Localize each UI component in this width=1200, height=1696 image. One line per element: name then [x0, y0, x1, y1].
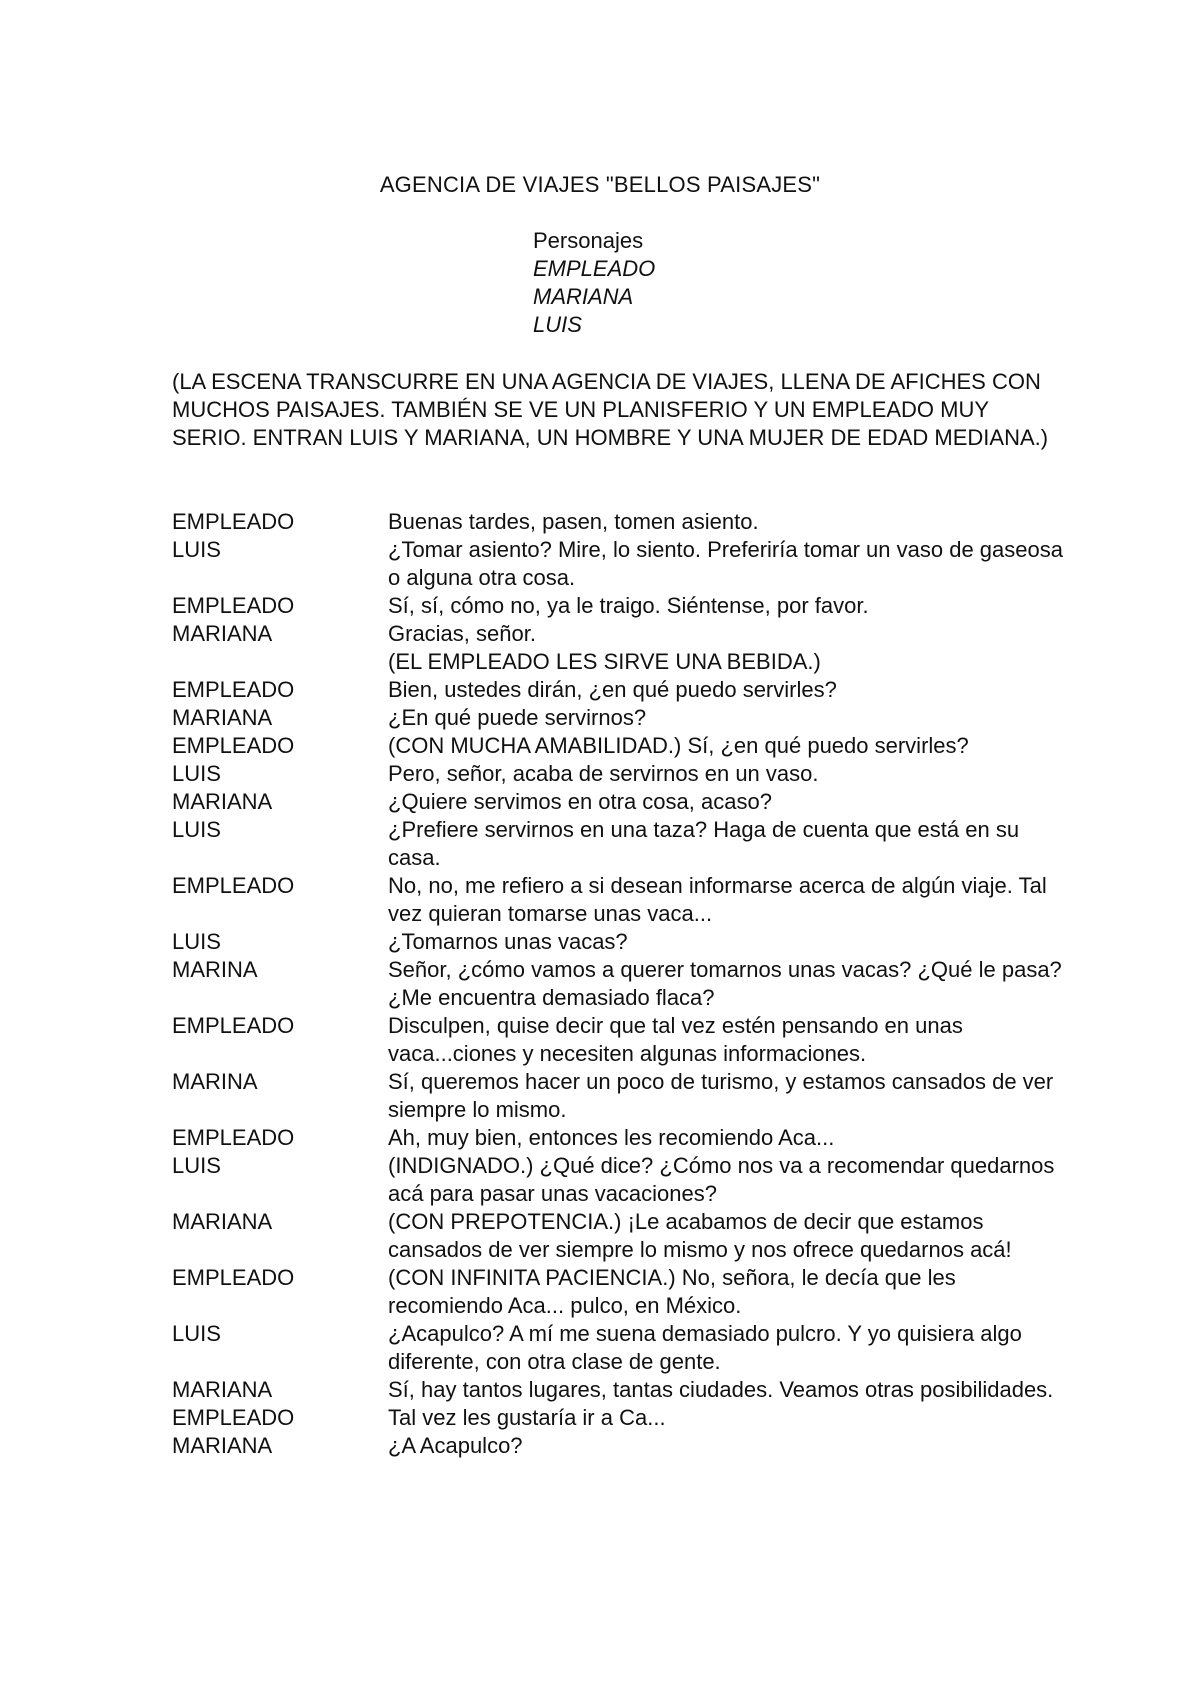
- speaker-name: EMPLEADO: [172, 733, 295, 758]
- dialogue-text: ¿Tomar asiento? Mire, lo siento. Preferiría tomar un vaso de gaseosa o alguna otra cosa.: [388, 537, 1063, 590]
- dialogue-line: [172, 620, 1072, 648]
- speaker-name: LUIS: [172, 1321, 221, 1346]
- dialogue-line: [172, 760, 1072, 788]
- dialogue-text: ¿Tomarnos unas vacas?: [388, 929, 628, 954]
- speaker-name: EMPLEADO: [172, 509, 295, 534]
- speaker-name: LUIS: [172, 1153, 221, 1178]
- cast-list: [533, 227, 655, 339]
- speaker-name: MARIANA: [172, 705, 273, 730]
- dialogue-text: Sí, hay tantos lugares, tantas ciudades. Veamos otras posibilidades.: [388, 1377, 1054, 1402]
- dialogue-text: Sí, queremos hacer un poco de turismo, y estamos cansados de ver siempre lo mismo.: [388, 1069, 1054, 1122]
- dialogue-line: [172, 956, 1072, 1012]
- dialogue-line: [172, 592, 1072, 620]
- speaker-name: EMPLEADO: [172, 1405, 295, 1430]
- dialogue-line: [172, 1376, 1072, 1404]
- dialogue-line: [172, 732, 1072, 760]
- cast-role: EMPLEADO: [533, 256, 656, 281]
- dialogue-text: Tal vez les gustaría ir a Ca...: [388, 1405, 666, 1430]
- dialogue-line: [172, 788, 1072, 816]
- speaker-name: EMPLEADO: [172, 1265, 295, 1290]
- speaker-name: EMPLEADO: [172, 1125, 295, 1150]
- dialogue-line: [172, 928, 1072, 956]
- dialogue-text: Disculpen, quise decir que tal vez estén pensando en unas vaca...ciones y necesiten algunas informaciones.: [388, 1013, 963, 1066]
- speaker-name: MARINA: [172, 1069, 258, 1094]
- dialogue-text: ¿Quiere servimos en otra cosa, acaso?: [388, 789, 772, 814]
- dialogue-line: [172, 508, 1072, 536]
- dialogue-text: Gracias, señor.: [388, 621, 536, 646]
- speaker-name: LUIS: [172, 761, 221, 786]
- speaker-name: EMPLEADO: [172, 1013, 295, 1038]
- speaker-name: MARIANA: [172, 789, 273, 814]
- cast-role: LUIS: [533, 312, 582, 337]
- dialogue-line: [172, 816, 1072, 872]
- speaker-name: LUIS: [172, 817, 221, 842]
- dialogue-line: [172, 1124, 1072, 1152]
- speaker-name: EMPLEADO: [172, 593, 295, 618]
- speaker-name: MARIANA: [172, 1209, 273, 1234]
- dialogue-text: (INDIGNADO.) ¿Qué dice? ¿Cómo nos va a recomendar quedarnos acá para pasar unas vacaciones?: [388, 1153, 1055, 1206]
- dialogue-line: [172, 872, 1072, 928]
- dialogue-line: [172, 704, 1072, 732]
- speaker-name: MARINA: [172, 957, 258, 982]
- dialogue-text: ¿En qué puede servirnos?: [388, 705, 647, 730]
- dialogue-text: ¿Acapulco? A mí me suena demasiado pulcro. Y yo quisiera algo diferente, con otra clase de gente.: [388, 1321, 1022, 1374]
- dialogue-text: (CON PREPOTENCIA.) ¡Le acabamos de decir que estamos cansados de ver siempre lo mismo y nos ofrece quedarnos acá!: [388, 1209, 1012, 1262]
- dialogue-text: Señor, ¿cómo vamos a querer tomarnos unas vacas? ¿Qué le pasa? ¿Me encuentra demasiado flaca?: [388, 957, 1062, 1010]
- dialogue-line: [172, 648, 1072, 676]
- dialogue-line: [172, 1264, 1072, 1320]
- speaker-name: EMPLEADO: [172, 677, 295, 702]
- dialogue-text: Sí, sí, cómo no, ya le traigo. Siéntense, por favor.: [388, 593, 869, 618]
- stage-direction: (EL EMPLEADO LES SIRVE UNA BEBIDA.): [388, 649, 821, 674]
- cast-heading: Personajes: [533, 228, 644, 253]
- dialogue-text: Ah, muy bien, entonces les recomiendo Aca...: [388, 1125, 835, 1150]
- speaker-name: LUIS: [172, 929, 221, 954]
- dialogue-line: [172, 676, 1072, 704]
- play-title: AGENCIA DE VIAJES "BELLOS PAISAJES": [379, 172, 821, 197]
- speaker-name: MARIANA: [172, 1377, 273, 1402]
- dialogue-text: ¿Prefiere servirnos en una taza? Haga de cuenta que está en su casa.: [388, 817, 1020, 870]
- stage-direction-intro: (LA ESCENA TRANSCURRE EN UNA AGENCIA DE VIAJES, LLENA DE AFICHES CON MUCHOS PAISAJES. TAMBIÉN SE VE UN PLANISFERIO Y UN EMPLEADO MUY SERIO. ENTRAN LUIS Y MARIANA, UN HOMBRE Y UNA MUJER DE EDAD MEDIANA.): [172, 369, 1049, 450]
- speaker-name: EMPLEADO: [172, 873, 295, 898]
- dialogue-text: (CON INFINITA PACIENCIA.) No, señora, le decía que les recomiendo Aca... pulco, en México.: [388, 1265, 956, 1318]
- dialogue-text: ¿A Acapulco?: [388, 1433, 523, 1458]
- dialogue-line: [172, 1012, 1072, 1068]
- dialogue-text: No, no, me refiero a si desean informarse acerca de algún viaje. Tal vez quieran tomarse unas vaca...: [388, 873, 1047, 926]
- speaker-name: MARIANA: [172, 1433, 273, 1458]
- dialogue-text: Buenas tardes, pasen, tomen asiento.: [388, 509, 759, 534]
- dialogue-text: Bien, ustedes dirán, ¿en qué puedo servirles?: [388, 677, 837, 702]
- speaker-name: MARIANA: [172, 621, 273, 646]
- speaker-name: LUIS: [172, 537, 221, 562]
- dialogue-text: Pero, señor, acaba de servirnos en un vaso.: [388, 761, 819, 786]
- dialogue-line: [172, 1320, 1072, 1376]
- cast-role: MARIANA: [533, 284, 634, 309]
- dialogue-line: [172, 536, 1072, 592]
- dialogue: [172, 508, 1072, 1460]
- dialogue-line: [172, 1068, 1072, 1124]
- dialogue-line: [172, 1432, 1072, 1460]
- dialogue-text: (CON MUCHA AMABILIDAD.) Sí, ¿en qué puedo servirles?: [388, 733, 969, 758]
- dialogue-line: [172, 1404, 1072, 1432]
- dialogue-line: [172, 1152, 1072, 1208]
- dialogue-line: [172, 1208, 1072, 1264]
